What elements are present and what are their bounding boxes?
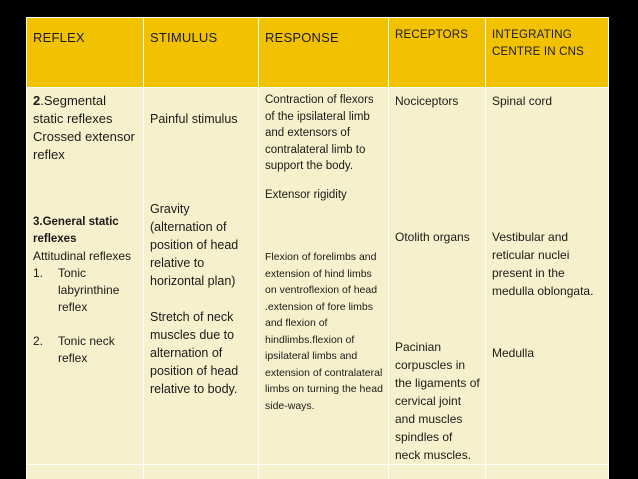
list-item-tonic-labyrinthine (33, 265, 138, 316)
general-stimulus-2: Stretch of neck muscles due to alternation of position of head relative to body. (150, 310, 239, 396)
stimulus-cell (144, 88, 259, 465)
segmental-integrating: Spinal cord (492, 94, 553, 108)
header-row (27, 18, 609, 88)
reflex-list (33, 265, 138, 367)
response-cell (259, 88, 389, 465)
spacer (33, 164, 138, 214)
empty-cell (259, 465, 389, 479)
general-response-2: Flexion of forelimbs and extension of hind limbs on ventroflexion of head .extension of fore limbs and flexion of hindlimbs.flexion of ipsilateral limbs and extension of contralateral limbs on turning the head side-ways. (265, 251, 383, 412)
list-item-tonic-neck (33, 333, 138, 367)
header-response: RESPONSE (259, 18, 389, 88)
body-row (27, 88, 609, 465)
list-number: 2. (33, 334, 44, 348)
header-receptors: RECEPTORS (389, 18, 486, 88)
header-reflex: REFLEX (27, 18, 144, 88)
general-stimulus-1: Gravity (alternation of position of head relative to horizontal plan) (150, 202, 239, 288)
empty-row (27, 465, 609, 479)
general-response-1: Extensor rigidity (265, 188, 347, 201)
empty-cell (389, 465, 486, 479)
empty-cell (27, 465, 144, 479)
receptors-cell (389, 88, 486, 465)
header-integrating-centre: INTEGRATING CENTRE IN CNS (486, 18, 609, 88)
reflex-table (26, 17, 609, 479)
general-reflex-title: 3.General static reflexes (33, 216, 119, 245)
general-integrating-2: Medulla (492, 346, 535, 360)
integrating-cell (486, 88, 609, 465)
segmental-title: .Segmental static reflexes Crossed extensor reflex (33, 93, 135, 162)
reflex-cell (27, 88, 144, 465)
list-label: Tonic labyrinthine reflex (58, 266, 120, 314)
segmental-number: 2 (33, 93, 41, 108)
segmental-response: Contraction of flexors of the ipsilateral limb and extensors of contralateral limb to support the body. (265, 94, 374, 172)
empty-cell (144, 465, 259, 479)
general-integrating-1: Vestibular and reticular nuclei present in the medulla oblongata. (492, 230, 594, 298)
list-number: 1. (33, 266, 44, 280)
empty-cell (486, 465, 609, 479)
segmental-stimulus: Painful stimulus (150, 112, 238, 126)
segmental-reflex-title (33, 92, 138, 164)
segmental-receptors: Nociceptors (395, 94, 459, 108)
header-stimulus: STIMULUS (144, 18, 259, 88)
general-receptors-1: Otolith organs (395, 230, 470, 244)
general-receptors-2: Pacinian corpuscles in the ligaments of cervical joint and muscles spindles of neck muscles. (395, 340, 480, 462)
general-reflex-subtitle: Attitudinal reflexes (33, 249, 132, 263)
list-label: Tonic neck reflex (58, 334, 115, 365)
